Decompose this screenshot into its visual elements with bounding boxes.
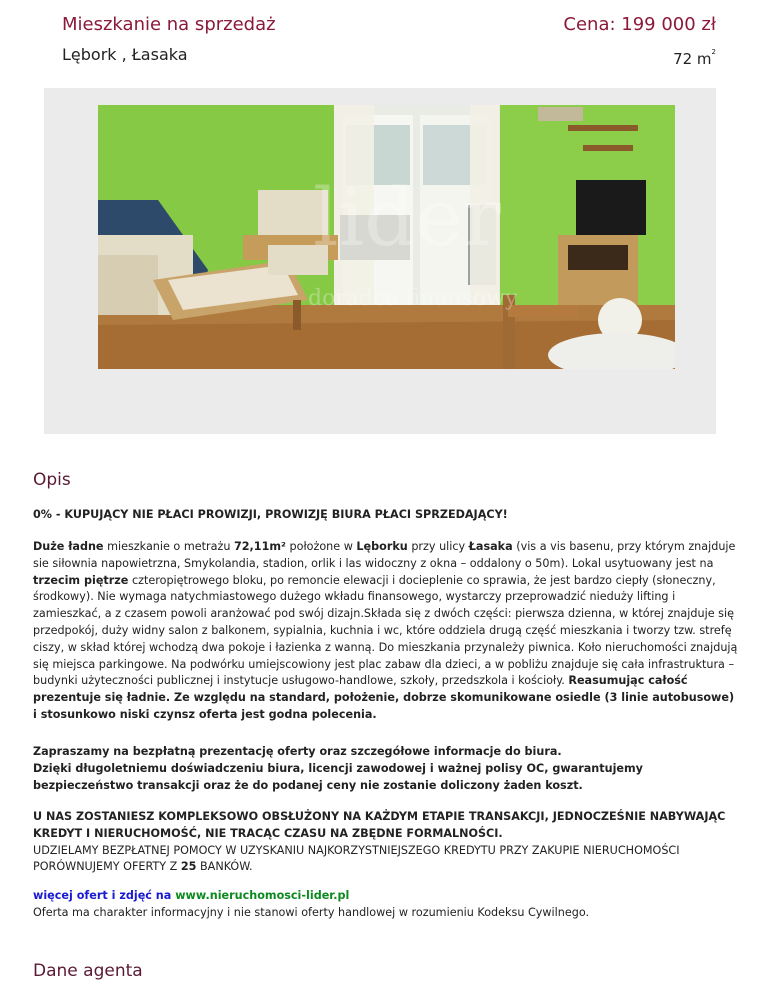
credit-help-text: UDZIELAMY BEZPŁATNEJ POMOCY W UZYSKANIU NAJKORZYSTNIEJSZEGO KREDYTU PRZY ZAKUPIE NIERUCHOMOŚCI PORÓWNUJEMY OFERTY Z: [33, 843, 680, 874]
desc-text-4: położone w: [285, 540, 357, 553]
desc-bold-street: Łasaka: [468, 540, 513, 553]
banks-count: 25: [180, 860, 197, 874]
desc-text-6: przy ulicy: [407, 540, 469, 553]
complex-service-text: U NAS ZOSTANIESZ KOMPLEKSOWO OBSŁUŻONY NA KAŻDYM ETAPIE TRANSAKCJI, JEDNOCZEŚNIE NABYWAJĄC KREDYT I NIERUCHOMOŚĆ, NIE TRACĄC CZASU NA ZBĘDNE FORMALNOŚCI.: [33, 810, 726, 840]
description-paragraph-2: [33, 744, 739, 794]
desc-text-10: czteropiętrowego bloku, po remoncie elewacji i docieplenie co sprawia, że jest bardzo ciepły (słoneczny, środkowy). Nie wymaga natychmiastowego dużego wkładu finansowego, wystarczy przeprowadzić nieduży lifting i zamieszkać, a z czasem powoli aranżować pod swój dizajn.Składa się z dwóch części: pierwsza dzienna, w której znajduje się przedpokój, duży widny salon z balkonem, sypialnia, kuchnia i wc, które oddziela drugą część mieszkania i tworzy tzw. strefę ciszy, w skład której wchodzą dwa pokoje i łazienka z wanną. Do mieszkania przynależy piwnica. Koło nieruchomości znajdują się miejsca parkingowe. Na podwórku umiejscowiony jest plac zabaw dla dzieci, a w pobliżu znajduje się cała infrastruktura – budynki użyteczności publicznej i instytucje usługowo-handlowe, szkoły, przedszkola i kościoły.: [33, 573, 738, 688]
desc-bold-city: Lęborku: [356, 540, 408, 553]
room-photo-illustration: [98, 105, 675, 369]
website-link[interactable]: www.nieruchomosci-lider.pl: [175, 889, 350, 902]
desc-text-8: (vis a vis basenu, przy którym znajduje sie siłownia napowietrzna, Smykolandia, stadion, orlik i las widoczny z okna – oddalony o 50m). Lokal usytuowany jest na: [33, 540, 736, 570]
listing-area: [673, 50, 716, 68]
more-offers-prefix[interactable]: więcej ofert i zdjęć na: [33, 889, 176, 902]
invite-text: Zapraszamy na bezpłatną prezentację oferty oraz szczegółowe informacje do biura.: [33, 745, 562, 758]
experience-text: Dzięki długoletniemu doświadczeniu biura, licencji zawodowej i ważnej polisy OC, gwarantujemy bezpieczeństwo transakcji oraz że do podanej ceny nie zostanie doliczony żaden koszt.: [33, 761, 643, 792]
description-heading: Opis: [33, 470, 71, 490]
photo-watermark-main: lider: [313, 171, 501, 264]
more-offers: [33, 888, 739, 922]
photo-frame: [44, 88, 716, 434]
area-unit-sup: 2: [711, 48, 716, 56]
listing-price: Cena: 199 000 zł: [563, 14, 716, 35]
commission-notice: 0% - KUPUJĄCY NIE PŁACI PROWIZJI, PROWIZJĘ BIURA PŁACI SPRZEDAJĄCY!: [33, 508, 508, 521]
area-value: 72 m: [673, 50, 712, 68]
desc-text-2: mieszkanie o metrażu: [103, 540, 234, 553]
description-paragraph-1: [33, 539, 739, 724]
listing-photo[interactable]: [98, 105, 675, 369]
desc-bold-floor: trzecim piętrze: [33, 573, 129, 587]
description-notice: [33, 507, 739, 524]
listing-title: Mieszkanie na sprzedaż: [62, 14, 276, 35]
desc-bold-summary: Reasumując całość prezentuje się ładnie. Ze względu na standard, położenie, dobrze skomunikowane osiedle (3 linie autobusowe) i stosunkowo niski czynsz oferta jest godna polecenia.: [33, 674, 735, 721]
credit-help-text-end: BANKÓW.: [196, 860, 253, 874]
description-paragraph-3: [33, 809, 739, 876]
desc-bold-1: Duże ładne: [33, 540, 104, 553]
disclaimer-text: Oferta ma charakter informacyjny i nie stanowi oferty handlowej w rozumieniu Kodeksu Cywilnego.: [33, 905, 590, 919]
agent-heading: Dane agenta: [33, 961, 143, 981]
listing-location: Lębork , Łasaka: [62, 45, 188, 64]
desc-bold-area: 72,11m²: [233, 540, 286, 553]
photo-watermark-sub: doradca finansowy: [308, 286, 518, 311]
